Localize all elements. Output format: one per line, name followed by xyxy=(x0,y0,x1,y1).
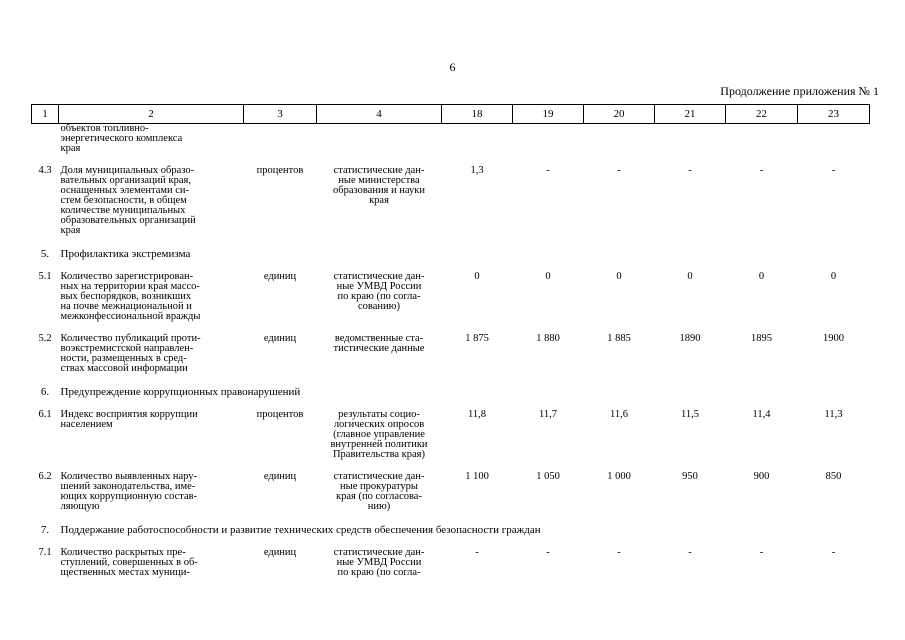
value-cell: - xyxy=(546,165,550,176)
value-cell: - xyxy=(688,165,692,176)
value-cell xyxy=(584,124,655,167)
value-cell: 1895 xyxy=(751,333,772,344)
header-row xyxy=(32,105,870,124)
unit-cell: единиц xyxy=(263,547,297,558)
section-number: 6. xyxy=(40,386,50,398)
table-row xyxy=(32,334,870,386)
value-cell: 950 xyxy=(682,471,698,482)
section-row xyxy=(32,524,870,548)
value-cell: 11,7 xyxy=(539,409,557,420)
indicator-name: Количество зарегистрирован- ных на территории края массо- вых беспорядков, возникших на почве межнациональной и межконфессиональной вражды xyxy=(60,271,201,322)
value-cell: 0 xyxy=(474,271,480,282)
row-number xyxy=(32,124,59,167)
section-title: Поддержание работоспособности и развитие технических средств обеспечения безопасности граждан xyxy=(60,524,541,536)
header-cell: 20 xyxy=(584,105,655,124)
value-cell: 1890 xyxy=(679,333,701,344)
row-number: 5.1 xyxy=(38,271,52,282)
indicator-name: Количество выявленных нару- шений законодательства, име- ющих коррупционную состав- ляющую xyxy=(60,471,198,512)
value-cell: 11,3 xyxy=(824,409,843,420)
value-cell: 11,5 xyxy=(681,409,699,420)
value-cell: 11,4 xyxy=(752,409,771,420)
value-cell: - xyxy=(831,165,836,176)
value-cell: 0 xyxy=(545,271,551,282)
source-cell: статистические дан- ные прокуратуры края (по согласова- нию) xyxy=(333,471,425,512)
table-body xyxy=(32,124,870,591)
value-cell xyxy=(798,124,870,167)
header-cell: 19 xyxy=(513,105,584,124)
header-cell: 22 xyxy=(726,105,798,124)
value-cell: 11,8 xyxy=(468,409,486,420)
table-row xyxy=(32,472,870,524)
header-cell: 1 xyxy=(32,105,59,124)
indicator-name: Доля муниципальных образо- вательных организаций края, оснащенных элементами си- стем безопасности, в общем количестве муниципальных образовательных организаций края xyxy=(60,165,196,236)
unit-cell: единиц xyxy=(263,333,297,344)
continuation-label: Продолжение приложения № 1 xyxy=(720,84,879,98)
value-cell: 1 000 xyxy=(607,471,631,482)
value-cell: 1900 xyxy=(823,333,844,344)
section-row xyxy=(32,248,870,272)
indicator-name: Индекс восприятия коррупции населением xyxy=(60,409,198,430)
section-number: 7. xyxy=(40,524,50,536)
table-row xyxy=(32,410,870,472)
value-cell: 1 880 xyxy=(536,333,560,344)
value-cell: - xyxy=(617,547,621,558)
value-cell: 1 100 xyxy=(465,471,489,482)
unit-cell xyxy=(244,124,317,167)
indicator-name: Количество публикаций проти- воэкстремистской направлен- ности, размещенных в сред- ствах массовой информации xyxy=(60,333,201,374)
table-row xyxy=(32,124,870,167)
source-cell: статистические дан- ные министерства образования и науки края xyxy=(333,165,425,206)
value-cell: - xyxy=(475,547,479,558)
section-number: 5. xyxy=(40,248,50,260)
unit-cell: процентов xyxy=(256,165,304,176)
source-cell: статистические дан- ные УМВД России по краю (по согла- сованию) xyxy=(333,271,425,312)
value-cell xyxy=(726,124,798,167)
value-cell xyxy=(655,124,726,167)
section-title: Профилактика экстремизма xyxy=(60,248,191,260)
header-cell: 3 xyxy=(244,105,317,124)
unit-cell: единиц xyxy=(263,471,297,482)
source-cell: результаты социо- логических опросов (главное управление внутренней политики Правительства края) xyxy=(330,409,428,460)
value-cell: 0 xyxy=(830,271,837,282)
value-cell: 0 xyxy=(687,271,693,282)
indicator-name: Количество раскрытых пре- ступлений, совершенных в об- щественных местах муници- xyxy=(60,547,198,578)
value-cell: - xyxy=(831,547,836,558)
indicator-name: объектов топливно- энергетического комплекса края xyxy=(60,123,183,154)
section-title: Предупреждение коррупционных правонарушений xyxy=(60,386,301,398)
indicators-table xyxy=(31,104,870,590)
value-cell: - xyxy=(759,165,764,176)
value-cell: 900 xyxy=(753,471,770,482)
section-row xyxy=(32,386,870,410)
header-cell: 18 xyxy=(442,105,513,124)
value-cell: - xyxy=(546,547,550,558)
row-number: 5.2 xyxy=(38,333,52,344)
row-number: 4.3 xyxy=(38,165,52,176)
value-cell xyxy=(513,124,584,167)
value-cell: 850 xyxy=(825,471,842,482)
value-cell: 1,3 xyxy=(470,165,484,176)
value-cell: 0 xyxy=(758,271,765,282)
source-cell: статистические дан- ные УМВД России по краю (по согла- xyxy=(333,547,425,578)
value-cell: - xyxy=(617,165,621,176)
unit-cell: единиц xyxy=(263,271,297,282)
table-row xyxy=(32,166,870,248)
header-cell: 23 xyxy=(798,105,870,124)
source-cell xyxy=(317,124,442,167)
row-number: 6.2 xyxy=(38,471,52,482)
source-cell: ведомственные ста- тистические данные xyxy=(333,333,425,354)
page-number: 6 xyxy=(449,60,456,74)
value-cell: - xyxy=(688,547,692,558)
header-cell: 4 xyxy=(317,105,442,124)
value-cell: 1 875 xyxy=(465,333,489,344)
value-cell: - xyxy=(759,547,764,558)
value-cell: 0 xyxy=(616,271,622,282)
value-cell xyxy=(442,124,513,167)
table-row xyxy=(32,548,870,590)
table-row xyxy=(32,272,870,334)
header-cell: 2 xyxy=(59,105,244,124)
value-cell: 1 885 xyxy=(607,333,631,344)
unit-cell: процентов xyxy=(256,409,304,420)
row-number: 7.1 xyxy=(38,547,52,558)
header-cell: 21 xyxy=(655,105,726,124)
value-cell: 11,6 xyxy=(610,409,628,420)
value-cell: 1 050 xyxy=(536,471,560,482)
row-number: 6.1 xyxy=(38,409,52,420)
